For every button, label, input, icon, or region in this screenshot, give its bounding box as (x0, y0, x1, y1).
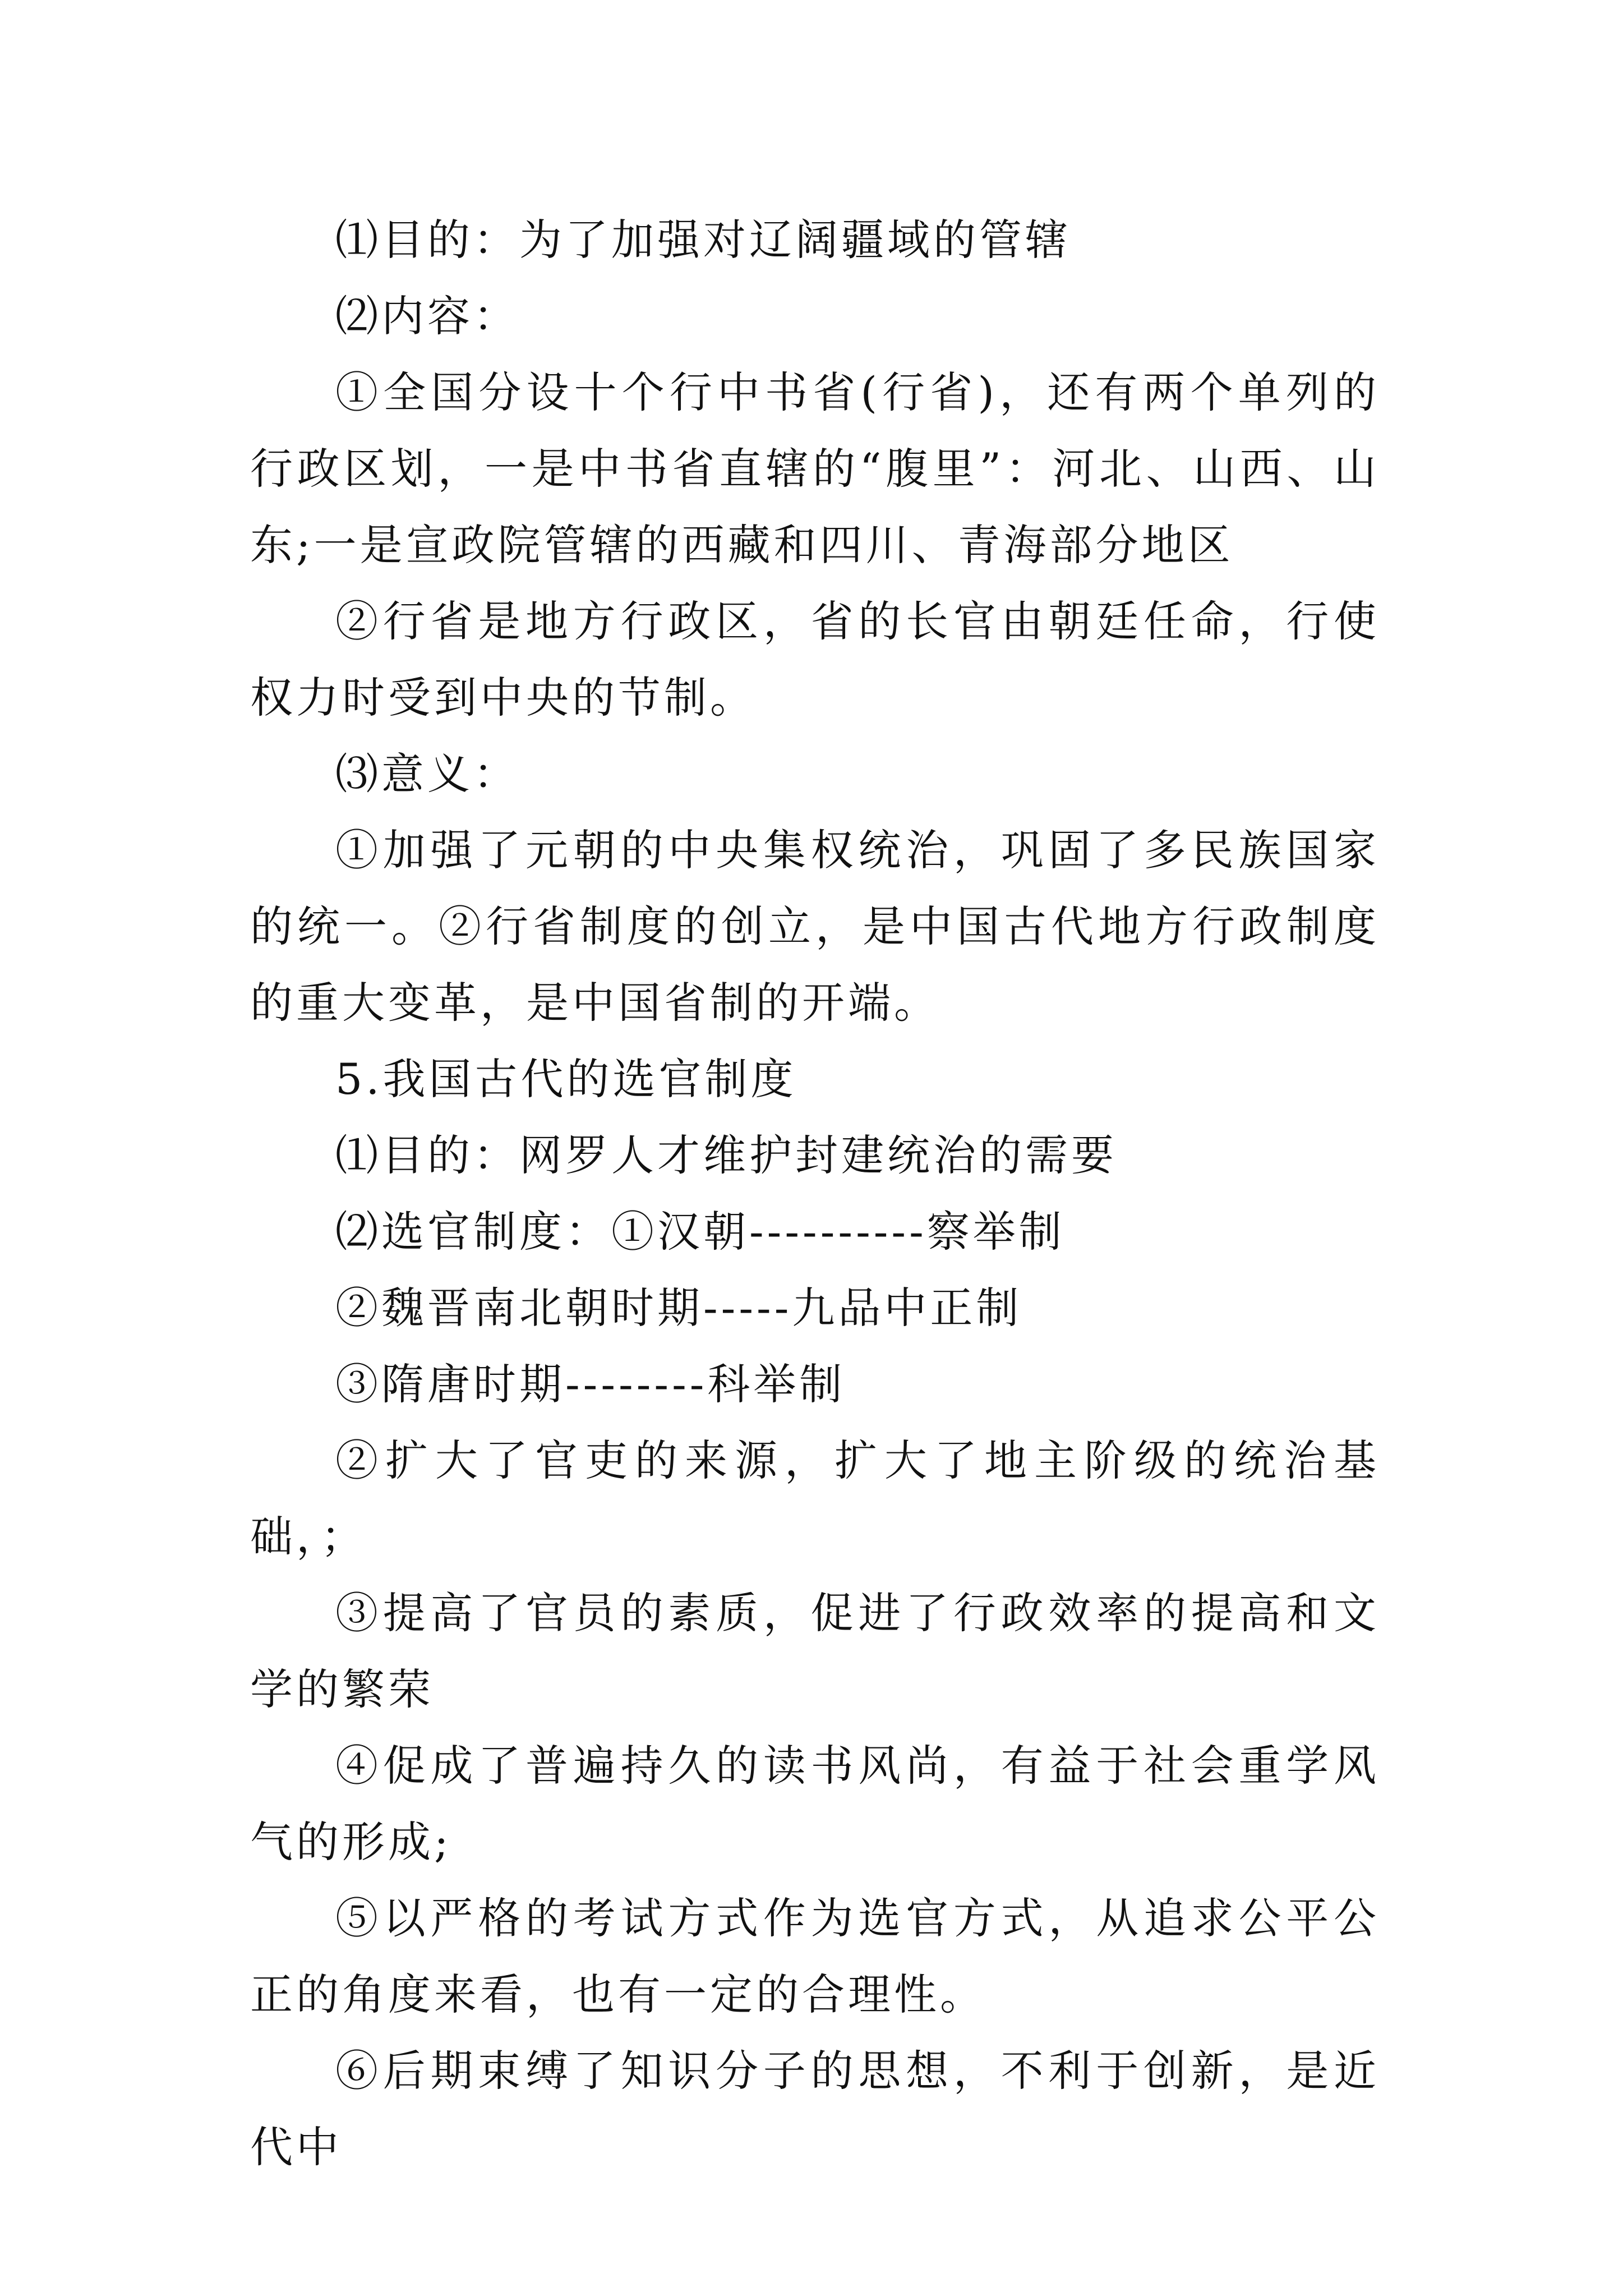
paragraph-han-recommendation: ⑵选官制度：①汉朝----------察举制 (335, 1207, 1065, 1257)
paragraph-selection-purpose: ⑴目的：网罗人才维护封建统治的需要 (335, 1130, 1117, 1180)
document-body (250, 202, 1380, 2185)
paragraph-provinces: ①全国分设十个行中书省(行省)，还有两个单列的行政区划，一是中书省直辖的“腹里”：河北、山西、山东;一是宣政院管辖的西藏和四川、青海部分地区 (250, 367, 1380, 570)
paragraph-significance-heading: ⑶意义： (335, 749, 519, 799)
paragraph-reading-culture: ④促成了普遍持久的读书风尚，有益于社会重学风气的形成; (250, 1741, 1380, 1867)
paragraph-province-officials: ②行省是地方行政区，省的长官由朝廷任命，行使权力时受到中央的节制。 (250, 596, 1380, 723)
paragraph-content-heading: ⑵内容： (335, 291, 519, 341)
paragraph-quality-officials: ③提高了官员的素质，促进了行政效率的提高和文学的繁荣 (250, 1588, 1380, 1714)
paragraph-imperial-exam: ③隋唐时期--------科举制 (335, 1359, 846, 1409)
paragraph-purpose: ⑴目的：为了加强对辽阔疆域的管辖 (335, 215, 1071, 265)
paragraph-nine-rank-system: ②魏晋南北朝时期-----九品中正制 (335, 1283, 1022, 1333)
paragraph-significance: ①加强了元朝的中央集权统治，巩固了多民族国家的统一。②行省制度的创立，是中国古代地方行政制度的重大变革，是中国省制的开端。 (250, 825, 1380, 1028)
paragraph-fair-exams: ⑤以严格的考试方式作为选官方式，从追求公平公正的角度来看，也有一定的合理性。 (250, 1893, 1380, 2019)
paragraph-expand-officials: ②扩大了官吏的来源，扩大了地主阶级的统治基础，； (250, 1435, 1380, 1562)
paragraph-later-constraints: ⑥后期束缚了知识分子的思想，不利于创新，是近代中 (250, 2046, 1380, 2172)
section-heading-selection-system: 5.我国古代的选官制度 (335, 1054, 797, 1104)
